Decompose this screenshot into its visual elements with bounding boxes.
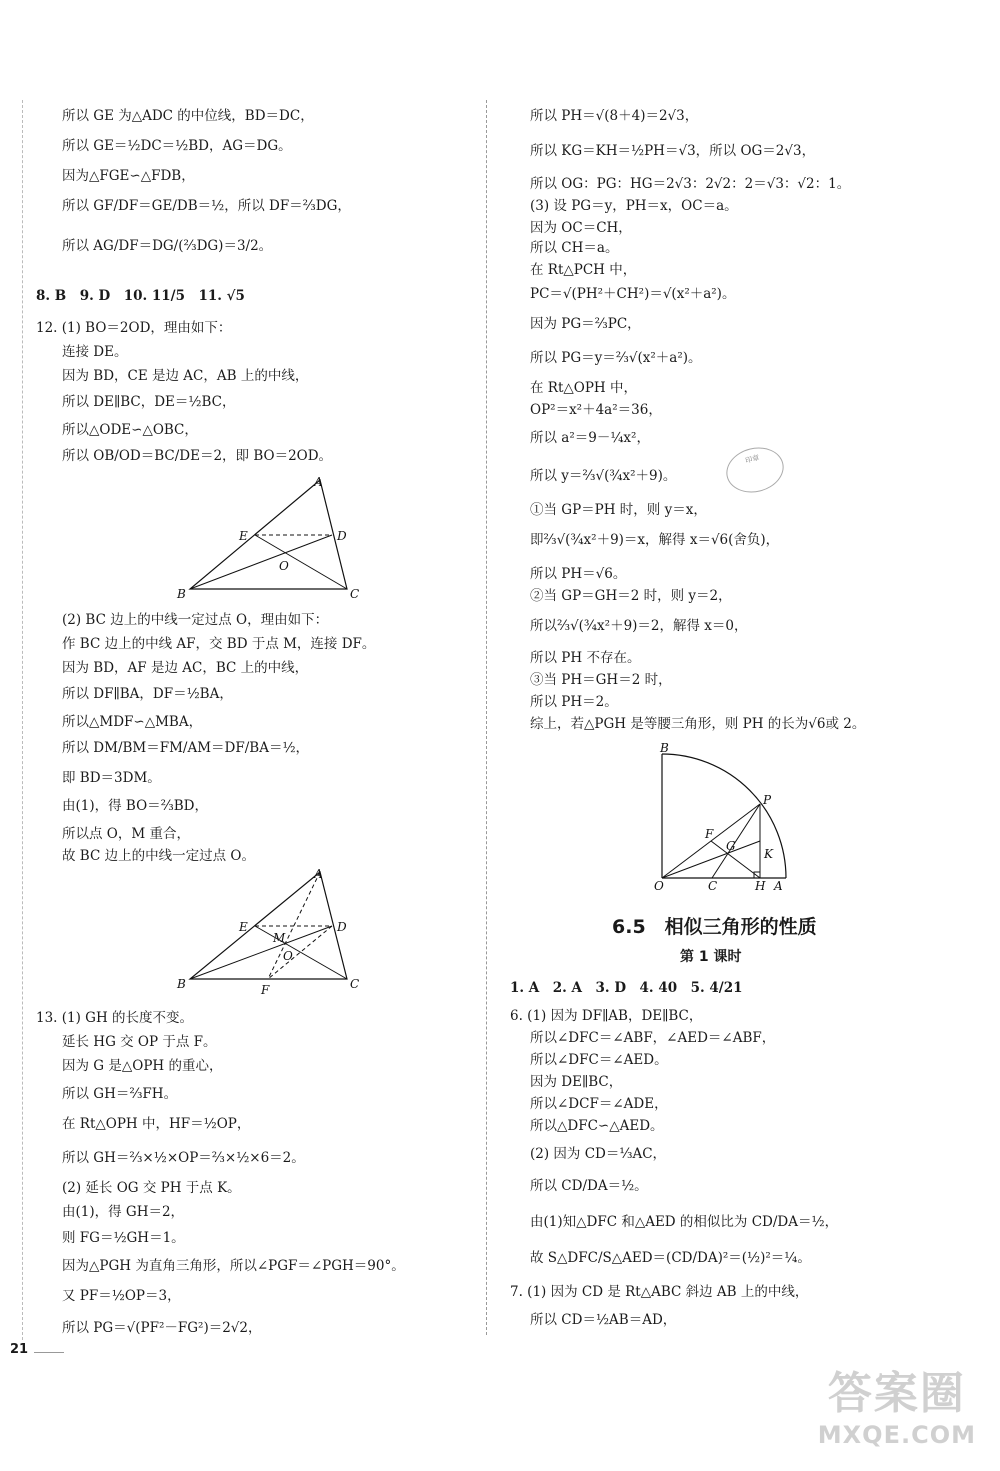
text-line: 所以 PG＝y＝⅔√(x²＋a²)。 — [530, 350, 702, 366]
text-line: 即⅔√(¾x²＋9)＝x，解得 x＝√6(舍负)， — [530, 532, 780, 548]
text-line: 所以 GF/DF＝GE/DB＝½，所以 DF＝⅔DG， — [62, 198, 351, 214]
text-line: (3) 设 PG＝y，PH＝x，OC＝a。 — [530, 198, 738, 214]
text-line: 在 Rt△OPH 中， — [530, 380, 637, 396]
label-o: O — [283, 949, 293, 963]
label-o: O — [279, 559, 289, 573]
text-line: 因为 G 是△OPH 的重心， — [62, 1058, 223, 1074]
label-p: P — [763, 793, 772, 807]
text-line: 连接 DE。 — [62, 344, 128, 360]
label-d: D — [337, 529, 347, 543]
text-line: 延长 HG 交 OP 于点 F。 — [62, 1034, 217, 1050]
answer-line: 1. A 2. A 3. D 4. 40 5. 4/21 — [510, 980, 743, 996]
text-line: 故 S△DFC/S△AED＝(CD/DA)²＝(½)²＝¼。 — [530, 1250, 811, 1266]
text-line: 则 FG＝½GH＝1。 — [62, 1230, 185, 1246]
stamp-text: 印章 — [744, 453, 761, 465]
watermark-bottom: MXQE.COM — [817, 1421, 976, 1449]
text-line: 所以 GH＝⅔FH。 — [62, 1086, 178, 1102]
text-line: 在 Rt△PCH 中， — [530, 262, 637, 278]
text-line: 所以 CD＝½AB＝AD， — [530, 1312, 677, 1328]
text-line: 所以 DF∥BA，DF＝½BA， — [62, 686, 233, 702]
question-12-heading: 12. (1) BO＝2OD，理由如下： — [36, 320, 232, 336]
label-b: B — [177, 977, 186, 991]
text-line: OP²＝x²＋4a²＝36， — [530, 402, 662, 418]
label-f: F — [261, 983, 270, 997]
page-number-rule — [34, 1352, 64, 1353]
page-number: 21 — [10, 1342, 29, 1357]
section-title: 6.5 相似三角形的性质 — [612, 916, 817, 938]
text-line: 又 PF＝½OP＝3， — [62, 1288, 181, 1304]
stamp — [722, 442, 789, 499]
text-line: PC＝√(PH²＋CH²)＝√(x²＋a²)。 — [530, 286, 736, 302]
label-e: E — [239, 529, 248, 543]
text-line: 由(1)，得 GH＝2， — [62, 1204, 185, 1220]
text-line: 因为 BD，CE 是边 AC，AB 上的中线， — [62, 368, 309, 384]
text-line: 所以△MDF∽△MBA， — [62, 714, 203, 730]
text-line: 所以 GE＝½DC＝½BD，AG＝DG。 — [62, 138, 292, 154]
label-a: A — [314, 475, 323, 489]
label-f: F — [705, 827, 714, 841]
text-line: 所以 PH＝2。 — [530, 694, 618, 710]
label-a: A — [774, 879, 783, 892]
question-13-heading: 13. (1) GH 的长度不变。 — [36, 1010, 194, 1026]
text-line: 所以∠DFC＝∠AED。 — [530, 1052, 668, 1068]
text-line: 所以 a²＝9－¼x²， — [530, 430, 650, 446]
text-line: 在 Rt△OPH 中，HF＝½OP， — [62, 1116, 251, 1132]
text-line: 所以 PG＝√(PF²－FG²)＝2√2， — [62, 1320, 262, 1336]
text-line: (2) 因为 CD＝⅓AC， — [530, 1146, 667, 1162]
text-line: 所以 OG：PG：HG＝2√3：2√2：2＝√3：√2：1。 — [530, 176, 851, 192]
label-d: D — [337, 920, 347, 934]
text-line: (2) BC 边上的中线一定过点 O，理由如下： — [62, 612, 329, 628]
answer-line: 8. B 9. D 10. 11/5 11. √5 — [36, 288, 245, 304]
triangle-figure-2 — [175, 862, 375, 997]
text-line: (2) 延长 OG 交 PH 于点 K。 — [62, 1180, 241, 1196]
text-line: 即 BD＝3DM。 — [62, 770, 161, 786]
text-line: 所以 DM/BM＝FM/AM＝DF/BA＝½， — [62, 740, 310, 756]
watermark-top: 答案圈 — [827, 1368, 966, 1419]
label-o: O — [654, 879, 664, 892]
text-line: 所以 y＝⅔√(¾x²＋9)。 — [530, 468, 677, 484]
label-a: A — [314, 867, 323, 881]
text-line: 因为△FGE∽△FDB， — [62, 168, 195, 184]
section-subtitle: 第 1 课时 — [680, 949, 742, 965]
text-line: 因为 DE∥BC， — [530, 1074, 623, 1090]
text-line: 所以⅔√(¾x²＋9)＝2，解得 x＝0， — [530, 618, 748, 634]
text-line: ②当 GP＝GH＝2 时，则 y＝2， — [530, 588, 732, 604]
watermark — [818, 1357, 976, 1449]
label-h: H — [755, 879, 766, 892]
text-line: 所以 PH＝√6。 — [530, 566, 627, 582]
text-line: 所以∠DFC＝∠ABF，∠AED＝∠ABF， — [530, 1030, 776, 1046]
label-b: B — [660, 742, 669, 755]
text-line: 所以 GH＝⅔×½×OP＝⅔×½×6＝2。 — [62, 1150, 305, 1166]
text-line: ③当 PH＝GH＝2 时， — [530, 672, 672, 688]
label-k: K — [764, 847, 773, 861]
question-6-heading: 6. (1) 因为 DF∥AB，DE∥BC， — [510, 1008, 703, 1024]
label-g: G — [726, 839, 736, 853]
label-c: C — [350, 977, 360, 991]
label-b: B — [177, 587, 186, 601]
text-line: 所以 DE∥BC，DE＝½BC， — [62, 394, 236, 410]
text-line: 因为 BD，AF 是边 AC，BC 上的中线， — [62, 660, 309, 676]
text-line: 所以 PH＝√(8＋4)＝2√3， — [530, 108, 699, 124]
text-line: 所以 AG/DF＝DG/(⅔DG)＝3/2。 — [62, 238, 273, 254]
margin-rule — [22, 100, 23, 1340]
label-c: C — [350, 587, 360, 601]
text-line: 因为 OC＝CH， — [530, 220, 632, 236]
text-line: 由(1)知△DFC 和△AED 的相似比为 CD/DA＝½， — [530, 1214, 839, 1230]
text-line: 所以△ODE∽△OBC， — [62, 422, 198, 438]
text-line: 由(1)，得 BO＝⅔BD， — [62, 798, 208, 814]
text-line: 所以∠DCF＝∠ADE， — [530, 1096, 668, 1112]
text-line: 所以 GE 为△ADC 的中位线，BD＝DC， — [62, 108, 314, 124]
text-line: 所以 KG＝KH＝½PH＝√3，所以 OG＝2√3， — [530, 143, 816, 159]
text-line: 作 BC 边上的中线 AF，交 BD 于点 M，连接 DF。 — [62, 636, 376, 652]
text-line: 综上，若△PGH 是等腰三角形，则 PH 的长为√6或 2。 — [530, 716, 866, 732]
text-line: 所以△DFC∽△AED。 — [530, 1118, 664, 1134]
text-line: 所以 CH＝a。 — [530, 240, 619, 256]
text-line: 因为△PGH 为直角三角形，所以∠PGF＝∠PGH＝90°。 — [62, 1258, 405, 1274]
text-line: 所以 PH 不存在。 — [530, 650, 641, 666]
quarter-circle-figure — [650, 742, 795, 892]
question-7-heading: 7. (1) 因为 CD 是 Rt△ABC 斜边 AB 上的中线， — [510, 1284, 809, 1300]
text-line: 所以 CD/DA＝½。 — [530, 1178, 648, 1194]
text-line: 因为 PG＝⅔PC， — [530, 316, 641, 332]
label-e: E — [239, 920, 248, 934]
column-divider — [486, 100, 487, 1335]
text-line: 所以点 O，M 重合， — [62, 826, 190, 842]
triangle-figure-1 — [175, 472, 375, 602]
label-m: M — [273, 931, 286, 945]
text-line: ①当 GP＝PH 时，则 y＝x， — [530, 502, 707, 518]
text-line: 故 BC 边上的中线一定过点 O。 — [62, 848, 255, 864]
text-line: 所以 OB/OD＝BC/DE＝2，即 BO＝2OD。 — [62, 448, 333, 464]
label-c: C — [708, 879, 718, 892]
